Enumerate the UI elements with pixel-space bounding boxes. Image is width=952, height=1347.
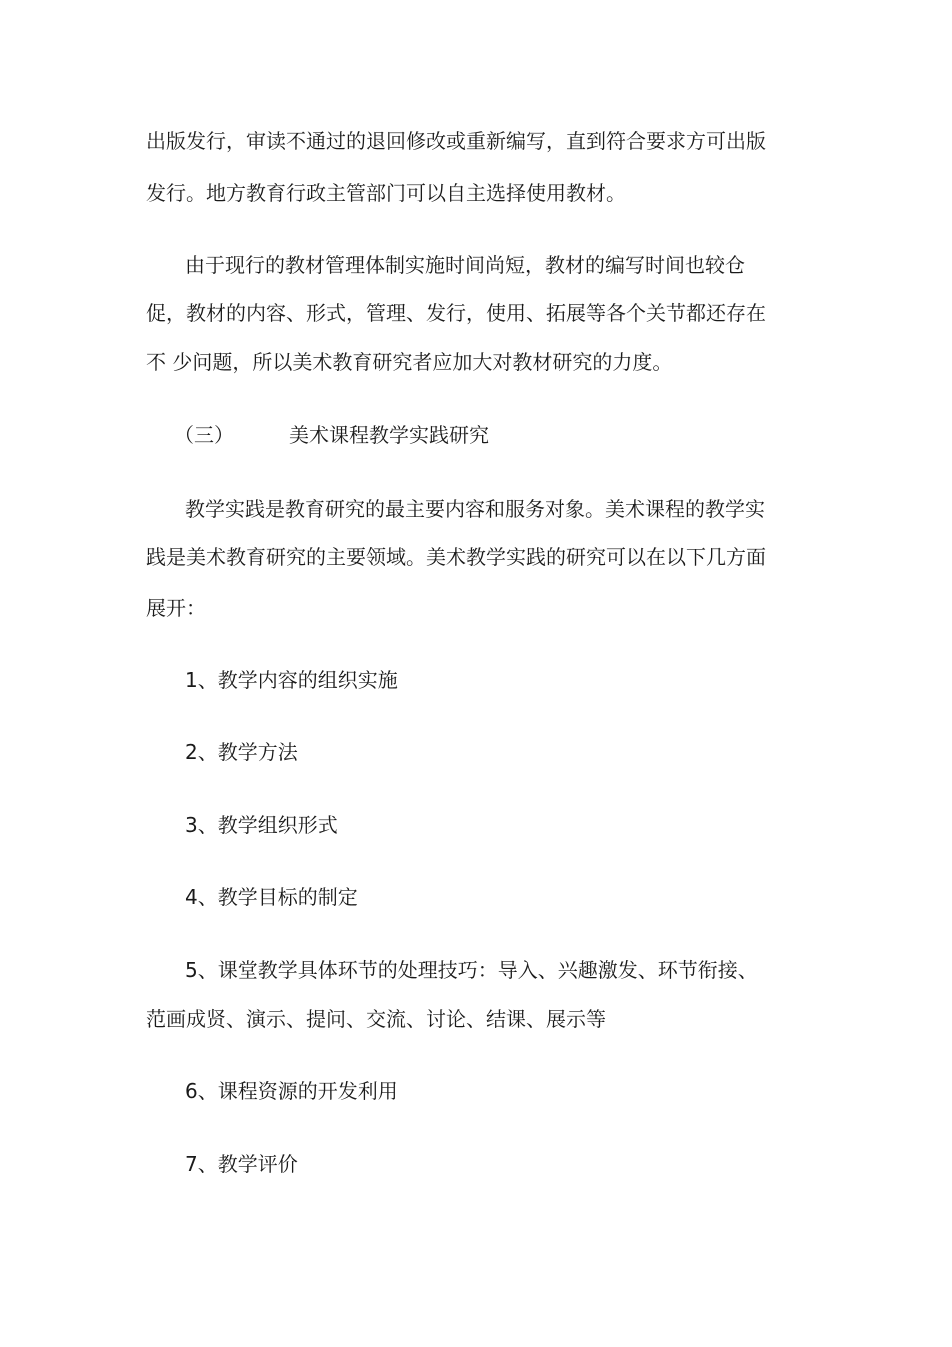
list-item-text: 、课程资源的开发利用 (197, 1079, 398, 1103)
list-item (185, 1079, 398, 1103)
list-item (185, 885, 358, 909)
section-heading-title: 美术课程教学实践研究 (289, 423, 489, 447)
list-item-number: 6 (185, 1079, 198, 1103)
list-item-text: 、教学组织形式 (197, 813, 338, 837)
list-item (185, 668, 398, 692)
paragraph-1-line-2: 发行。地方教育行政主管部门可以自主选择使用教材。 (146, 181, 626, 205)
list-item-number: 3 (185, 813, 198, 837)
paragraph-3-line-3: 展开： (146, 596, 206, 620)
section-heading-number: （三） (174, 423, 234, 447)
list-item-text: 、教学方法 (197, 740, 298, 764)
paragraph-2-line-2: 促，教材的内容、形式，管理、发行，使用、拓展等各个关节都还存在 (146, 301, 766, 325)
list-item-number: 2 (185, 740, 198, 764)
paragraph-1-line-1: 出版发行，审读不通过的退回修改或重新编写，直到符合要求方可出版 (146, 129, 766, 153)
paragraph-3-line-2: 践是美术教育研究的主要领域。美术教学实践的研究可以在以下几方面 (146, 545, 766, 569)
list-item (185, 740, 298, 764)
list-item (185, 958, 758, 982)
paragraph-3-line-1: 教学实践是教育研究的最主要内容和服务对象。美术课程的教学实 (185, 497, 765, 521)
list-item-text: 、课堂教学具体环节的处理技巧：导入、兴趣激发、环节衔接、 (197, 958, 758, 982)
list-item-continuation: 范画成贤、演示、提问、交流、讨论、结课、展示等 (146, 1007, 606, 1031)
list-item-number: 4 (185, 885, 198, 909)
list-item-text: 、教学评价 (197, 1152, 298, 1176)
list-item-number: 1 (185, 668, 198, 692)
paragraph-2-line-3: 不 少问题，所以美术教育研究者应加大对教材研究的力度。 (146, 350, 673, 374)
list-item (185, 1152, 298, 1176)
list-item-text: 、教学内容的组织实施 (197, 668, 398, 692)
paragraph-2-line-1: 由于现行的教材管理体制实施时间尚短，教材的编写时间也较仓 (185, 253, 745, 277)
list-item-number: 5 (185, 958, 198, 982)
list-item-text: 、教学目标的制定 (197, 885, 358, 909)
list-item (185, 813, 338, 837)
list-item-number: 7 (185, 1152, 198, 1176)
